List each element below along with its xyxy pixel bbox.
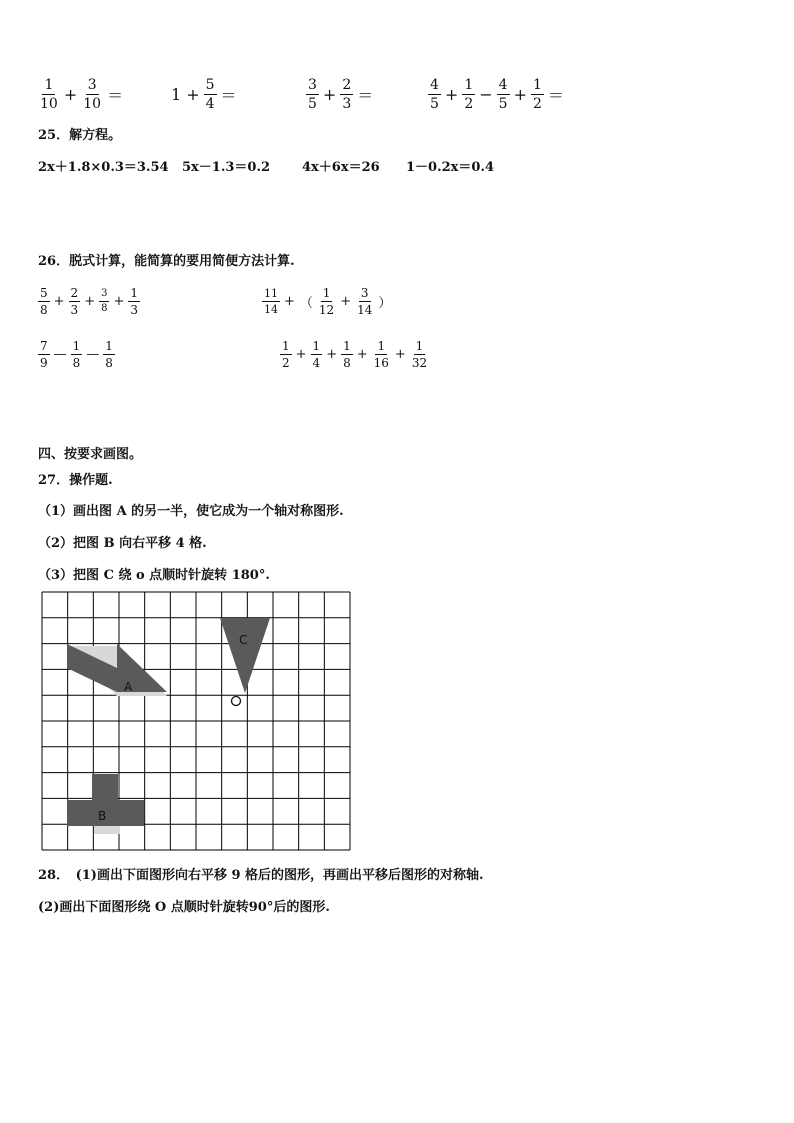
q27-title: 27．操作题. <box>38 473 113 488</box>
section-4-title: 四、按要求画图。 <box>38 447 143 462</box>
fraction: $\frac{1}{12}$ <box>318 286 335 317</box>
fraction: $\frac{1}{2}$ <box>282 339 290 370</box>
fraction-expr-1: $\frac{1}{10}$ + $\frac{3}{10}$ ＝ <box>40 77 124 112</box>
q27-item-2: （2）把图 B 向右平移 4 格. <box>38 536 207 551</box>
calc-expr-2: $\frac{11}{14}$ + （ $\frac{1}{12}$ + $\frac{3}{14}$ ） <box>264 286 392 317</box>
fraction: $\frac{3}{10}$ <box>83 77 102 112</box>
calc-expr-3: $\frac{7}{9}$ — $\frac{1}{8}$ — $\frac{1}{8}$ <box>40 339 113 370</box>
shape-a <box>67 644 167 692</box>
shape-b-top <box>92 774 118 800</box>
calc-expr-1: $\frac{5}{8}$ + $\frac{2}{3}$ + $\frac{3}{8}$ + $\frac{1}{3}$ <box>40 286 139 317</box>
fraction-expr-3: $\frac{3}{5}$ + $\frac{2}{3}$ ＝ <box>308 77 374 112</box>
fraction: $\frac{1}{8}$ <box>72 339 81 370</box>
fraction: $\frac{3}{5}$ <box>308 77 317 112</box>
q25-title: 25．解方程。 <box>38 128 122 143</box>
q27-item-3: （3）把图 C 绕 o 点顺时针旋转 180°. <box>38 568 270 583</box>
fraction: $\frac{11}{14}$ <box>264 287 278 316</box>
label-a: A <box>124 680 133 694</box>
fraction: $\frac{1}{16}$ <box>373 339 389 370</box>
equation-4: 1－0.2x＝0.4 <box>406 160 495 175</box>
fraction: $\frac{2}{3}$ <box>342 77 352 112</box>
fraction: $\frac{7}{9}$ <box>40 339 48 370</box>
fraction: $\frac{1}{2}$ <box>532 77 542 112</box>
q27-item-1: （1）画出图 A 的另一半，使它成为一个轴对称图形. <box>38 504 344 519</box>
equation-1: 2x＋1.8×0.3＝3.54 <box>38 160 169 175</box>
fraction-expr-2: 1 + $\frac{5}{4}$ ＝ <box>171 77 237 112</box>
fraction-expr-4: $\frac{4}{5}$ + $\frac{1}{2}$ − $\frac{4}{5}$ + $\frac{1}{2}$ ＝ <box>430 77 564 112</box>
fraction: $\frac{2}{3}$ <box>70 286 79 317</box>
fraction: $\frac{1}{32}$ <box>411 339 428 370</box>
fraction: $\frac{1}{4}$ <box>312 339 321 370</box>
fraction: $\frac{5}{8}$ <box>40 286 48 317</box>
fraction: $\frac{5}{4}$ <box>205 77 215 112</box>
fraction: $\frac{4}{5}$ <box>430 77 439 112</box>
fraction: $\frac{3}{14}$ <box>357 286 373 317</box>
fraction: $\frac{1}{10}$ <box>40 77 58 112</box>
point-o <box>232 697 241 706</box>
fraction: $\frac{1}{2}$ <box>464 77 474 112</box>
fraction: $\frac{4}{5}$ <box>498 77 508 112</box>
q28-line-2: (2)画出下面图形绕 O 点顺时针旋转90°后的图形. <box>38 900 330 915</box>
fraction: $\frac{1}{8}$ <box>105 339 113 370</box>
equation-2: 5x－1.3＝0.2 <box>182 160 271 175</box>
q28-line-1: 28． (1)画出下面图形向右平移 9 格后的图形，再画出平移后图形的对称轴. <box>38 868 484 883</box>
calc-expr-4: $\frac{1}{2}$ + $\frac{1}{4}$ + $\frac{1}{8}$ + $\frac{1}{16}$ + $\frac{1}{32}$ <box>282 339 428 370</box>
label-c: C <box>239 633 248 647</box>
q26-title: 26．脱式计算，能简算的要用简便方法计算. <box>38 254 295 269</box>
equation-3: 4x＋6x＝26 <box>302 160 380 175</box>
shape-c <box>220 618 270 693</box>
label-b: B <box>98 809 107 823</box>
fraction: $\frac{3}{8}$ <box>101 288 108 314</box>
fraction: $\frac{1}{3}$ <box>130 286 139 317</box>
grid-figure <box>40 588 354 854</box>
fraction: $\frac{1}{8}$ <box>343 339 351 370</box>
